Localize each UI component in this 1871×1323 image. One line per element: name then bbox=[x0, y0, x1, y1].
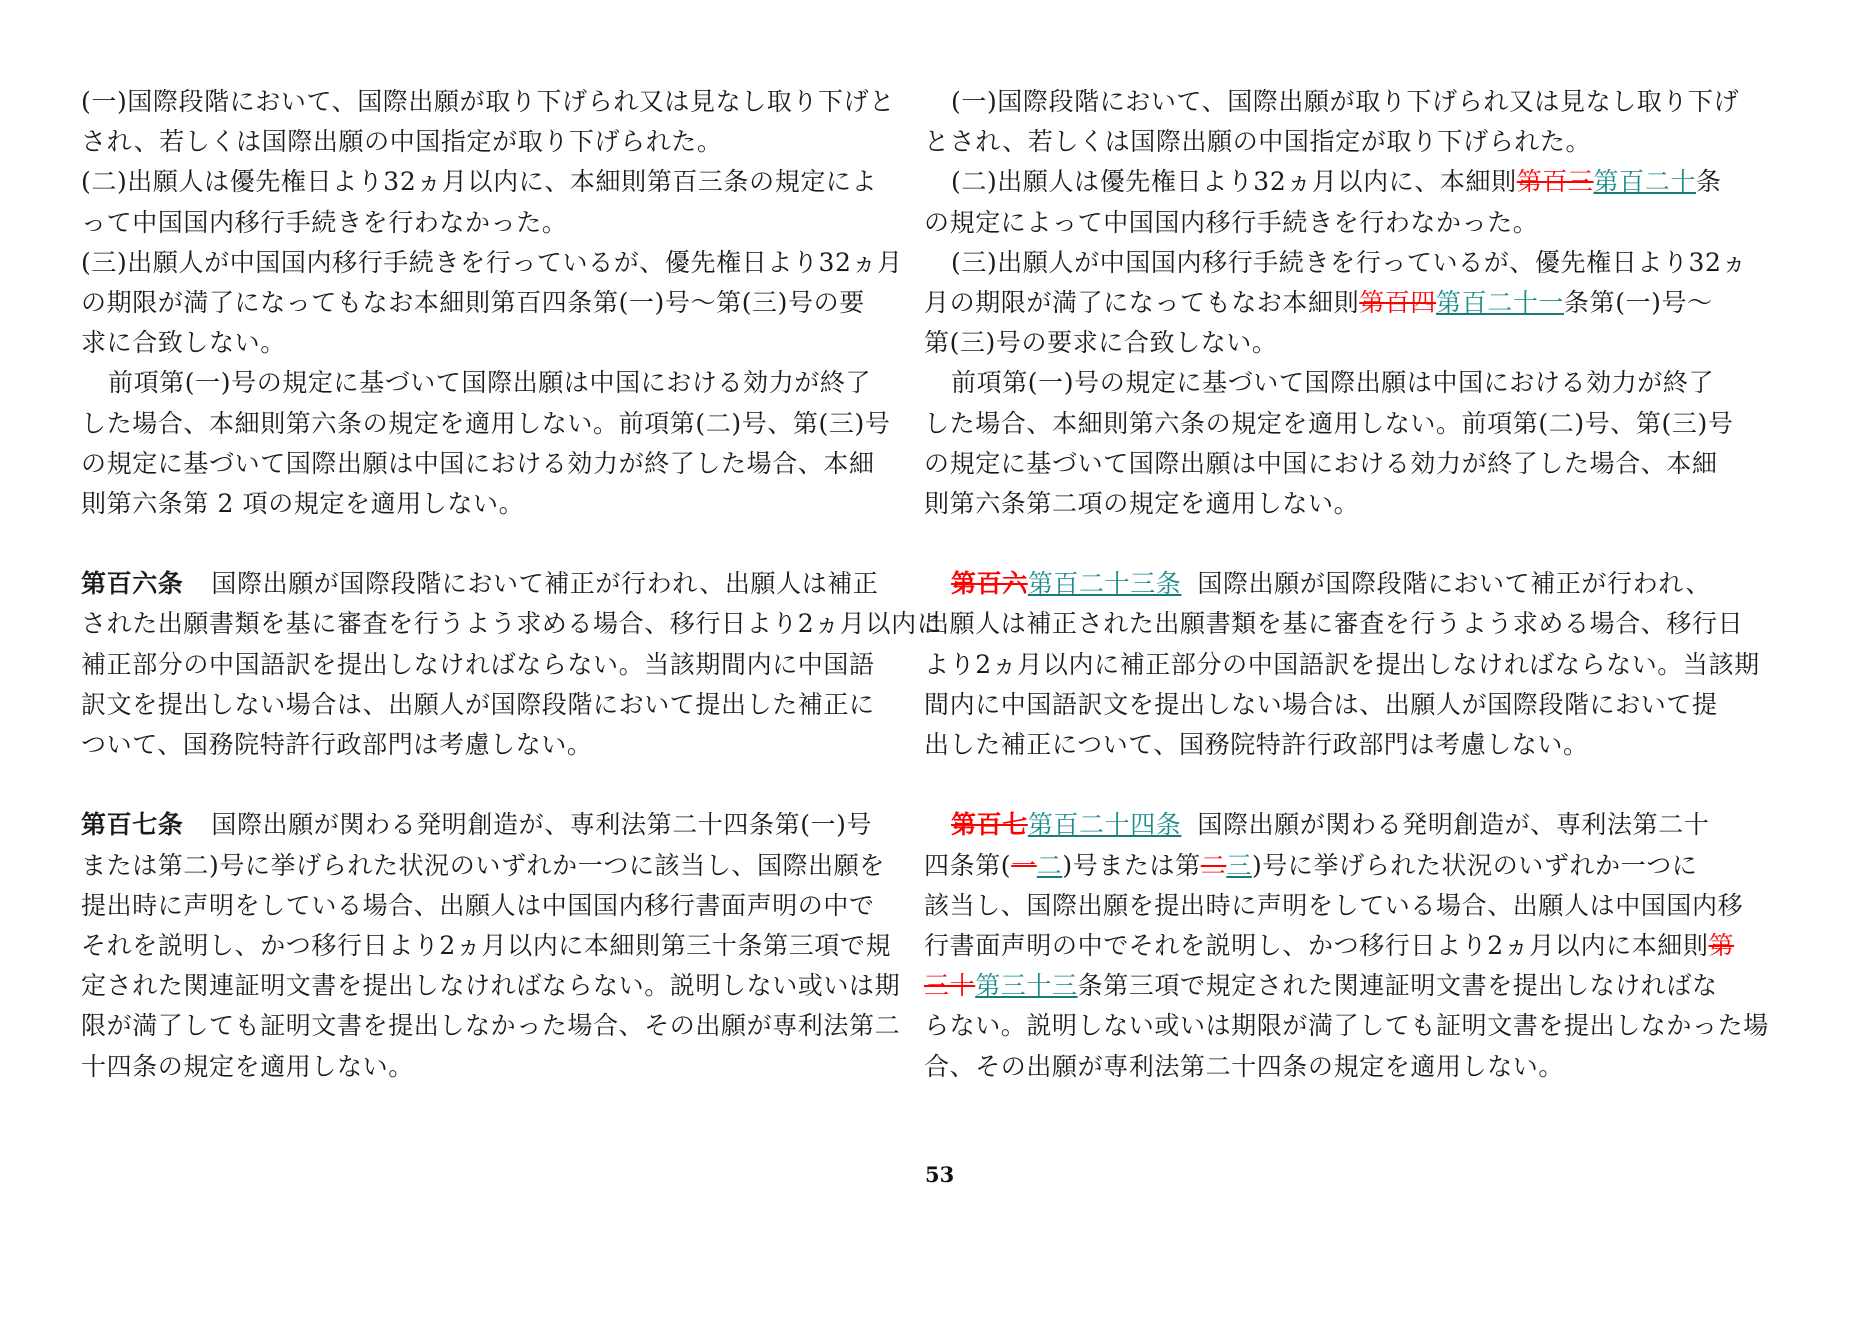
text-line: 間内に中国語訳文を提出しない場合は、出願人が国際段階において提 bbox=[924, 689, 1718, 719]
text-line: 定された関連証明文書を提出しなければならない。説明しない或いは期 bbox=[81, 971, 901, 1001]
text-line: 訳文を提出しない場合は、出願人が国際段階において提出した補正に bbox=[81, 689, 875, 719]
article-title: 第百七条 bbox=[81, 810, 184, 840]
inserted-text: 三 bbox=[1226, 850, 1252, 880]
text-span: 行書面声明の中でそれを説明し、かつ移行日より2ヵ月以内に本細則 bbox=[924, 930, 1709, 960]
left-column-original bbox=[81, 82, 943, 1087]
deleted-text: 一 bbox=[1011, 850, 1037, 880]
deleted-text: 第百三 bbox=[1516, 167, 1594, 197]
paragraph-gap bbox=[924, 765, 1750, 805]
text-line: (三)出願人が中国国内移行手続きを行っているが、優先権日より32ヵ月 bbox=[81, 247, 903, 277]
text-span: (二)出願人は優先権日より32ヵ月以内に、本細則 bbox=[951, 167, 1517, 197]
deleted-text: 二 bbox=[1200, 850, 1227, 880]
paragraph-gap bbox=[924, 524, 1750, 564]
text-span: )号に挙げられた状況のいずれか一つに bbox=[1251, 850, 1698, 880]
text-line: らない。説明しない或いは期限が満了しても証明文書を提出しなかった場 bbox=[924, 1011, 1769, 1041]
deleted-text: 第百四 bbox=[1359, 287, 1437, 317]
text-line: 合、その出願が専利法第二十四条の規定を適用しない。 bbox=[924, 1051, 1565, 1081]
text-line: 則第六条第 2 項の規定を適用しない。 bbox=[81, 488, 525, 518]
text-line: 該当し、国際出願を提出時に声明をしている場合、出願人は中国国内移 bbox=[924, 890, 1744, 920]
text-line: され、若しくは国際出願の中国指定が取り下げられた。 bbox=[81, 127, 723, 157]
text-line: 前項第(一)号の規定に基づいて国際出願は中国における効力が終了 bbox=[108, 368, 872, 398]
text-line: 提出時に声明をしている場合、出願人は中国国内移行書面声明の中で bbox=[81, 890, 875, 920]
article-123-heading-line bbox=[924, 564, 1750, 604]
right-column-revised bbox=[924, 82, 1769, 1087]
text-line: ついて、国務院特許行政部門は考慮しない。 bbox=[81, 730, 593, 759]
deleted-article-number: 第百六 bbox=[951, 569, 1028, 599]
text-span: 国際出願が関わる発明創造が、専利法第二十 bbox=[1197, 810, 1710, 840]
text-line: の規定に基づいて国際出願は中国における効力が終了した場合、本細 bbox=[81, 448, 875, 478]
text-line: した場合、本細則第六条の規定を適用しない。前項第(二)号、第(三)号 bbox=[81, 408, 891, 438]
article-106-heading-line bbox=[81, 564, 907, 604]
inserted-text: 二 bbox=[1036, 850, 1063, 880]
text-line: の規定に基づいて国際出願は中国における効力が終了した場合、本細 bbox=[924, 448, 1718, 478]
text-line: (三)出願人が中国国内移行手続きを行っているが、優先権日より32ヵ bbox=[951, 247, 1748, 277]
text-line bbox=[924, 283, 1750, 323]
text-line: それを説明し、かつ移行日より2ヵ月以内に本細則第三十条第三項で規 bbox=[81, 930, 892, 960]
text-line: 限が満了しても証明文書を提出しなかった場合、その出願が専利法第二 bbox=[81, 1011, 901, 1041]
deleted-text: 第 bbox=[1708, 930, 1735, 960]
text-line: とされ、若しくは国際出願の中国指定が取り下げられた。 bbox=[924, 127, 1592, 157]
text-line: より2ヵ月以内に補正部分の中国語訳を提出しなければならない。当該期 bbox=[924, 649, 1760, 679]
text-line: の期限が満了になってもなお本細則第百四条第(一)号～第(三)号の要 bbox=[81, 287, 865, 317]
text-line: 出願人は補正された出願書類を基に審査を行うよう求める場合、移行日 bbox=[924, 609, 1744, 639]
text-line: (二)出願人は優先権日より32ヵ月以内に、本細則第百三条の規定によ bbox=[81, 167, 878, 197]
inserted-text: 第百二十一 bbox=[1436, 287, 1565, 317]
deleted-text: 三十 bbox=[924, 971, 976, 1001]
page-number: 53 bbox=[925, 1162, 955, 1187]
text-span: 条第(一)号～ bbox=[1564, 287, 1713, 317]
text-line bbox=[924, 926, 1750, 966]
text-span: 国際出願が国際段階において補正が行われ、 bbox=[1197, 569, 1711, 599]
text-line: (一)国際段階において、国際出願が取り下げられ又は見なし取り下げ bbox=[951, 87, 1740, 116]
deleted-article-number: 第百七 bbox=[951, 810, 1028, 840]
text-span: 国際出願が国際段階において補正が行われ、出願人は補正 bbox=[211, 569, 879, 599]
text-span: 条 bbox=[1695, 167, 1722, 197]
text-line: 則第六条第二項の規定を適用しない。 bbox=[924, 488, 1360, 518]
text-line: した場合、本細則第六条の規定を適用しない。前項第(二)号、第(三)号 bbox=[924, 408, 1734, 438]
text-line: 第(三)号の要求に合致しない。 bbox=[924, 328, 1278, 358]
inserted-article-number: 第百二十三条 bbox=[1027, 569, 1182, 599]
text-line: の規定によって中国国内移行手続きを行わなかった。 bbox=[924, 207, 1539, 237]
text-span: 月の期限が満了になってもなお本細則 bbox=[924, 287, 1360, 317]
text-line: 前項第(一)号の規定に基づいて国際出願は中国における効力が終了 bbox=[951, 368, 1715, 398]
text-span: 国際出願が関わる発明創造が、専利法第二十四条第(一)号 bbox=[211, 810, 873, 840]
text-line: 十四条の規定を適用しない。 bbox=[81, 1051, 414, 1081]
text-span: 四条第( bbox=[924, 850, 1012, 880]
inserted-text: 第百二十 bbox=[1593, 167, 1696, 197]
article-title: 第百六条 bbox=[81, 569, 184, 599]
text-line: または第二)号に挙げられた状況のいずれか一つに該当し、国際出願を bbox=[81, 850, 885, 880]
paragraph-gap bbox=[81, 524, 907, 564]
text-span: 条第三項で規定された関連証明文書を提出しなければな bbox=[1077, 971, 1718, 1001]
text-line: (一)国際段階において、国際出願が取り下げられ又は見なし取り下げと bbox=[81, 87, 895, 116]
paragraph-gap bbox=[81, 765, 907, 805]
text-span: )号または第 bbox=[1062, 850, 1201, 880]
article-107-heading-line bbox=[81, 805, 907, 845]
inserted-text: 第三十三 bbox=[975, 971, 1078, 1001]
inserted-article-number: 第百二十四条 bbox=[1027, 810, 1182, 840]
text-line: 補正部分の中国語訳を提出しなければならない。当該期間内に中国語 bbox=[81, 649, 875, 679]
text-line bbox=[924, 966, 1750, 1006]
text-line bbox=[924, 846, 1750, 886]
text-line: された出願書類を基に審査を行うよう求める場合、移行日より2ヵ月以内に bbox=[81, 609, 943, 639]
text-line: って中国国内移行手続きを行わなかった。 bbox=[81, 207, 568, 237]
article-124-heading-line bbox=[924, 805, 1750, 845]
text-line: 出した補正について、国務院特許行政部門は考慮しない。 bbox=[924, 730, 1589, 759]
text-line: 求に合致しない。 bbox=[81, 328, 286, 358]
text-line bbox=[924, 162, 1750, 202]
